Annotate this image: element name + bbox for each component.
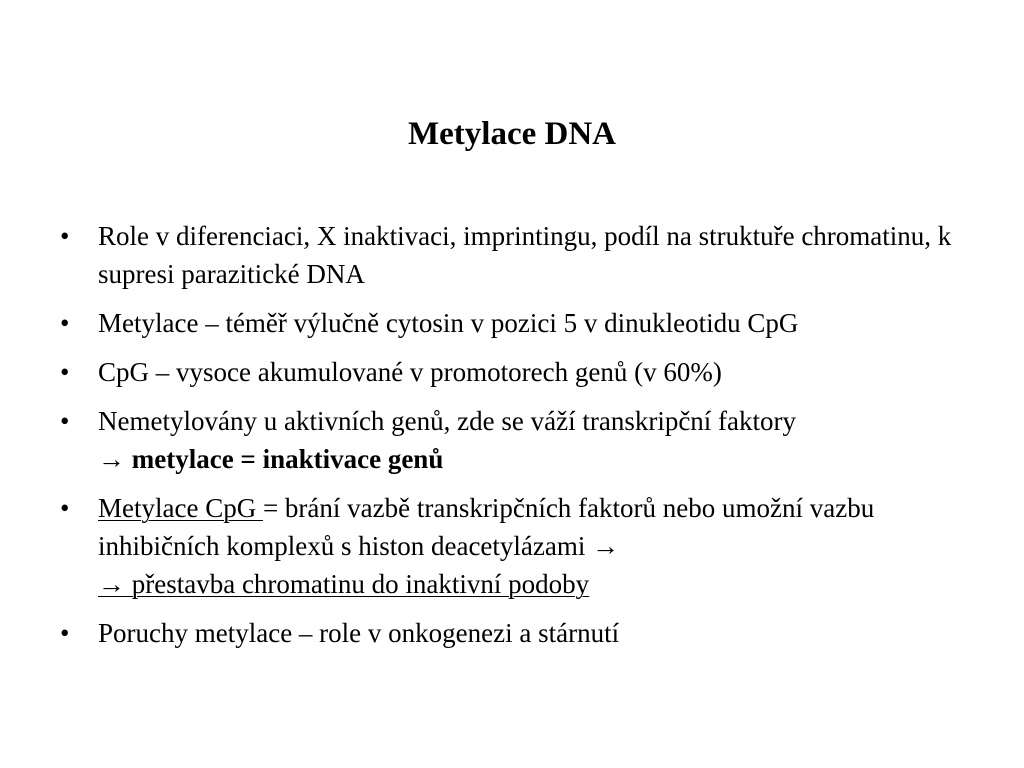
bullet-text: CpG – vysoce akumulované v promotorech genů (v 60%) [98,357,722,387]
slide-title: Metylace DNA [408,116,616,152]
bullet-underlined-lead: Metylace CpG [98,493,263,523]
bullet-text: = brání vazbě transkripčních faktorů nebo umožní vazbu inhibičních komplexů s histon deacetylázami → [98,493,875,561]
bullet-underlined-tail: → přestavba chromatinu do inaktivní podoby [98,569,590,599]
bullet-icon: • [60,308,70,338]
bullet-icon: • [60,406,70,436]
bullet-item [60,614,1000,652]
bullet-item [60,304,1000,342]
bullet-list [60,217,1000,663]
bullet-item [60,353,1000,391]
bullet-icon: • [60,493,70,523]
bullet-text: Metylace – téměř výlučně cytosin v pozici 5 v dinukleotidu CpG [98,308,799,338]
bullet-item [60,489,1000,603]
bullet-icon: • [60,618,70,648]
bullet-item [60,402,1000,478]
bullet-icon: • [60,221,70,251]
bullet-emphasis: → metylace = inaktivace genů [98,444,444,474]
bullet-text: Nemetylovány u aktivních genů, zde se váží transkripční faktory [98,406,797,436]
bullet-text: Role v diferenciaci, X inaktivaci, imprintingu, podíl na struktuře chromatinu, k supresi parazitické DNA [98,221,952,289]
bullet-icon: • [60,357,70,387]
bullet-text: Poruchy metylace – role v onkogenezi a stárnutí [98,618,620,648]
bullet-item [60,217,1000,293]
